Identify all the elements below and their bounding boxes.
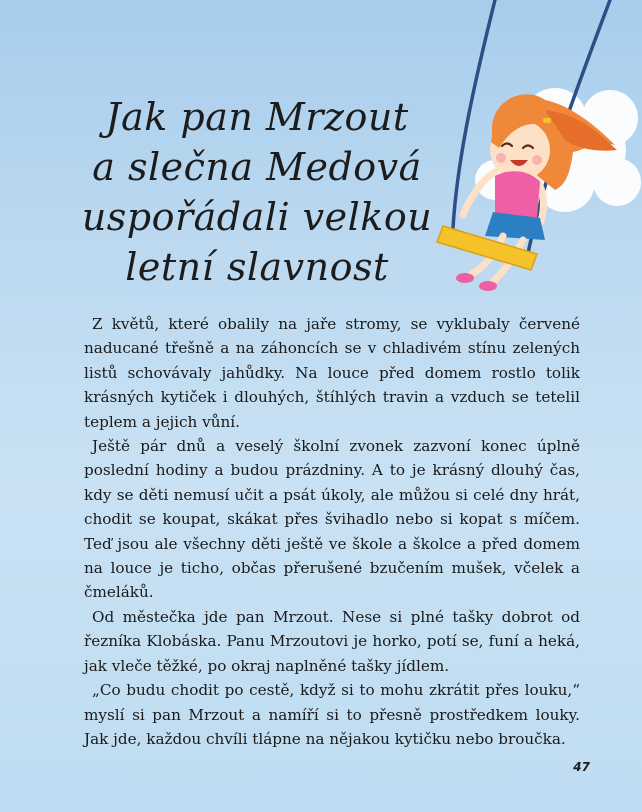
title-line: Jak pan Mrzout: [105, 95, 409, 139]
title-line: uspořádali velkou: [81, 195, 433, 239]
title-line: letní slavnost: [125, 245, 389, 289]
paragraph: „Co budu chodit po cestě, když si to mohu zkrátit přes louku,“ myslí si pan Mrzout a namíří si to přesně prostředkem louky. Jak jde, každou chvíli tlápne na nějakou kytičku nebo broučka.: [84, 681, 580, 748]
story-text: [84, 312, 580, 751]
paragraph: Z květů, které obalily na jaře stromy, se vyklubaly červené naducané třešně a na záhoncích se v chladivém stínu zelených listů schovávaly jahůdky. Na louce před domem rostlo tolik krásných kytiček i dlouhých, štíhlých travin a vzduch se tetelil teplem a jejich vůní.: [84, 315, 580, 431]
paragraph: Od městečka jde pan Mrzout. Nese si plné tašky dobrot od řezníka Klobáska. Panu Mrzoutovi je horko, potí se, funí a heká, jak vleče těžké, po okraj naplněné tašky jídlem.: [84, 607, 580, 675]
story-title: [62, 92, 452, 292]
page-number: 47: [573, 760, 590, 774]
title-line: a slečna Medová: [92, 145, 422, 189]
paragraph: Ještě pár dnů a veselý školní zvonek zazvoní konec úplně poslední hodiny a budou prázdniny. A to je krásný dlouhý čas, kdy se děti nemusí učit a psát úkoly, ale můžou si celé dny hrát, chodit se koupat, skákat přes švihadlo nebo si kopat s míčem. Teď jsou ale všechny děti ještě ve škole a školce a před domem na louce je ticho, občas přerušené bzučením mušek, včelek a čmeláků.: [84, 437, 580, 602]
